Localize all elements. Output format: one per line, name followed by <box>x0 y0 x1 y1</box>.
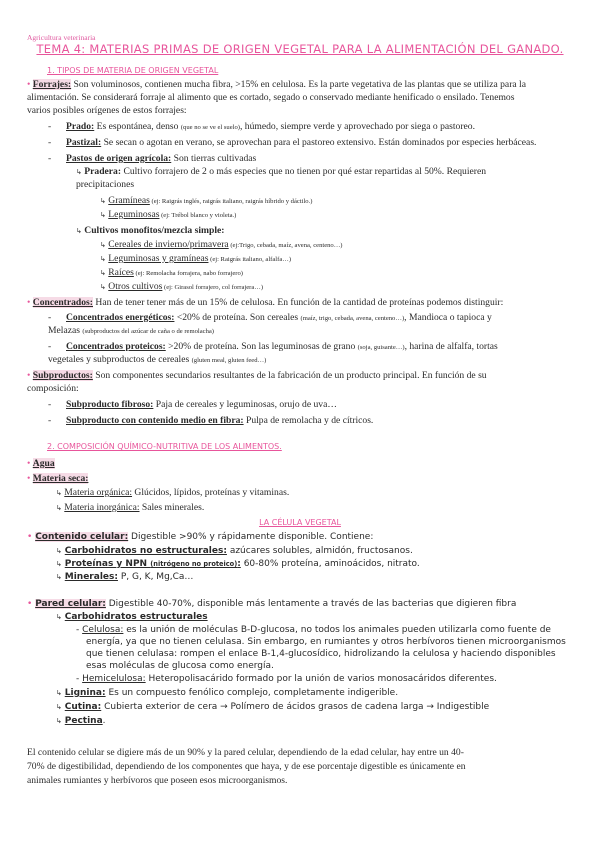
corner-arrow-icon: ↳ <box>56 717 62 725</box>
proteinas-npn-item: ↳ Proteínas y NPN (nitrógeno no proteico): 60-80% proteína, aminoácidos, nitrato. <box>56 559 420 569</box>
corner-arrow-icon: ↳ <box>100 283 106 291</box>
pastos-item: - Pastos de origen agrícola: Son tierras cultivadas <box>48 153 257 164</box>
minerales-item: ↳ Minerales: P, G, K, Mg,Ca… <box>56 572 194 582</box>
raices-item: ↳ Raíces (ej: Remolacha forrajera, nabo forrajero) <box>100 267 243 278</box>
text-line: precipitaciones <box>76 179 135 190</box>
corner-arrow-icon: ↳ <box>100 211 106 219</box>
corner-arrow-icon: ↳ <box>56 703 62 711</box>
corner-arrow-icon: ↳ <box>56 613 62 621</box>
corner-arrow-icon: ↳ <box>56 573 62 581</box>
corner-arrow-icon: ↳ <box>100 255 106 263</box>
corner-arrow-icon: ↳ <box>76 227 82 235</box>
final-paragraph-line: animales rumiantes y herbívoros que poseen esos microorganismos. <box>27 775 288 786</box>
celulosa-item: - Celulosa: es la unión de moléculas B-D-glucosa, no todos los animales pueden utilizarla como fuente de <box>76 625 551 635</box>
text-line: esas moléculas de glucosa como energía. <box>86 661 274 671</box>
pectina-item: ↳ Pectina. <box>56 716 106 726</box>
gramineas-item: ↳ Gramíneas (ej: Raigrás inglés, raigrás italiano, raigrás híbrido y dáctilo.) <box>100 195 313 206</box>
text-line: que tienen celulasa: rompen el enlace B-1,4-glucosídico, hidrolizando la celulosa y haciendo disponibles <box>86 649 556 659</box>
cereales-item: ↳ Cereales de invierno/primavera (ej:Trigo, cebada, maíz, avena, centeno…) <box>100 239 343 250</box>
contenido-celular-item: • Contenido celular: Digestible >90% y rápidamente disponible. Contiene: <box>27 532 374 542</box>
prado-item: - Prado: Es espontánea, denso (que no se ve el suelo), húmedo, siempre verde y aprovechado por siega o pastoreo. <box>48 121 475 132</box>
pradera-item: ↳ Pradera: Cultivo forrajero de 2 o más especies que no tienen por qué estar repartidas al 50%. Requieren <box>76 166 487 177</box>
section-heading-2: 2. COMPOSICIÓN QUÍMICO-NUTRITIVA DE LOS ALIMENTOS. <box>47 442 282 451</box>
materia-inorganica-item: ↳ Materia inorgánica: Sales minerales. <box>56 502 205 513</box>
leguminosas-item: ↳ Leguminosas (ej: Trébol blanco y violeta.) <box>100 209 237 220</box>
carbohidratos-no-estructurales-item: ↳ Carbohidratos no estructurales: azúcares solubles, almidón, fructosanos. <box>56 546 413 556</box>
text-line: Melazas (subproductos del azúcar de caña o de remolacha) <box>48 325 215 336</box>
proteicos-item: - Concentrados proteicos: >20% de proteína. Son las leguminosas de grano (soja, guisante…), harina de alfalfa, tortas <box>48 341 498 352</box>
subproductos-term: Subproductos: <box>32 370 93 381</box>
forrajes-term: Forrajes: <box>32 79 72 90</box>
cutina-item: ↳ Cutina: Cubierta exterior de cera → Polímero de ácidos grasos de cadena larga → Indigestible <box>56 702 490 712</box>
text-line: vegetales y subproductos de cereales (gluten meal, gluten feed…) <box>48 354 267 365</box>
final-paragraph-line: 70% de digestibilidad, dependiendo de los componentes que haya, y de ese porcentaje digestible es únicamente en <box>27 761 466 772</box>
otros-cultivos-item: ↳ Otros cultivos (ej: Girasol forrajero, col forrajera…) <box>100 281 264 292</box>
corner-arrow-icon: ↳ <box>100 269 106 277</box>
corner-arrow-icon: ↳ <box>76 168 82 176</box>
fibroso-item: - Subproducto fibroso: Paja de cereales y leguminosas, orujo de uva… <box>48 399 337 410</box>
materia-organica-item: ↳ Materia orgánica: Glúcidos, lípidos, proteínas y vitaminas. <box>56 487 290 498</box>
corner-arrow-icon: ↳ <box>56 689 62 697</box>
materia-seca-item: • Materia seca: <box>27 473 89 484</box>
corner-arrow-icon: ↳ <box>56 489 62 497</box>
corner-arrow-icon: ↳ <box>56 504 62 512</box>
section-heading-1: 1. TIPOS DE MATERIA DE ORIGEN VEGETAL <box>47 66 219 75</box>
medio-fibra-item: - Subproducto con contenido medio en fibra: Pulpa de remolacha y de cítricos. <box>48 415 374 426</box>
text-line: energía, ya que no tienen celulasa. Sin embargo, en rumiantes y otros herbívoros tienen microorganismos <box>86 637 566 647</box>
corner-arrow-icon: ↳ <box>100 241 106 249</box>
subproductos-paragraph: • Subproductos: Son componentes secundarios resultantes de la fabricación de un producto principal. En función de su <box>27 370 487 381</box>
corner-arrow-icon: ↳ <box>56 560 62 568</box>
leguminosas-gramineas-item: ↳ Leguminosas y gramíneas (ej: Raigrás italiano, alfalfa…) <box>100 253 292 264</box>
page-header: Agricultura veterinaria <box>27 33 96 42</box>
text-line: alimentación. Se considerará forraje al alimento que es cortado, segado o conservado mediante henificado o ensilado. Tenemos <box>27 92 515 103</box>
page-title: TEMA 4: MATERIAS PRIMAS DE ORIGEN VEGETAL PARA LA ALIMENTACIÓN DEL GANADO. <box>36 42 564 56</box>
pastizal-item: - Pastizal: Se secan o agotan en verano, se aprovechan para el pastoreo extensivo. Están dominados por especies herbáceas. <box>48 137 537 148</box>
text-line: composición: <box>27 383 79 394</box>
corner-arrow-icon: ↳ <box>100 197 106 205</box>
forrajes-paragraph: • Forrajes: Son voluminosos, contienen mucha fibra, >15% en celulosa. Es la parte vegetativa de las plantas que se utiliza para la <box>27 79 526 90</box>
cultivos-item: ↳ Cultivos monofitos/mezcla simple: <box>76 225 225 236</box>
lignina-item: ↳ Lignina: Es un compuesto fenólico complejo, completamente indigerible. <box>56 688 399 698</box>
celula-heading: LA CÉLULA VEGETAL <box>259 518 341 527</box>
hemicelulosa-item: - Hemicelulosa: Heteropolisacárido formado por la unión de varios monosacáridos diferentes. <box>76 674 497 684</box>
concentrados-term: Concentrados: <box>32 297 93 308</box>
carbohidratos-estructurales-item: ↳ Carbohidratos estructurales <box>56 612 208 622</box>
bullet: • <box>27 79 31 90</box>
agua-item: • Agua <box>27 458 55 469</box>
final-paragraph-line: El contenido celular se digiere más de un 90% y la pared celular, dependiendo de la edad celular, hay entre un 40- <box>27 747 464 758</box>
text-line: varios posibles orígenes de estos forrajes: <box>27 105 187 116</box>
concentrados-paragraph: • Concentrados: Han de tener tener más de un 15% de celulosa. En función de la cantidad de proteínas podemos distinguir: <box>27 297 504 308</box>
corner-arrow-icon: ↳ <box>56 547 62 555</box>
energeticos-item: - Concentrados energéticos: <20% de proteína. Son cereales (maíz, trigo, cebada, avena, centeno…), Mandioca o tapioca y <box>48 312 492 323</box>
pared-celular-item: • Pared celular: Digestible 40-70%, disponible más lentamente a través de las bacterias que digieren fibra <box>27 599 517 609</box>
